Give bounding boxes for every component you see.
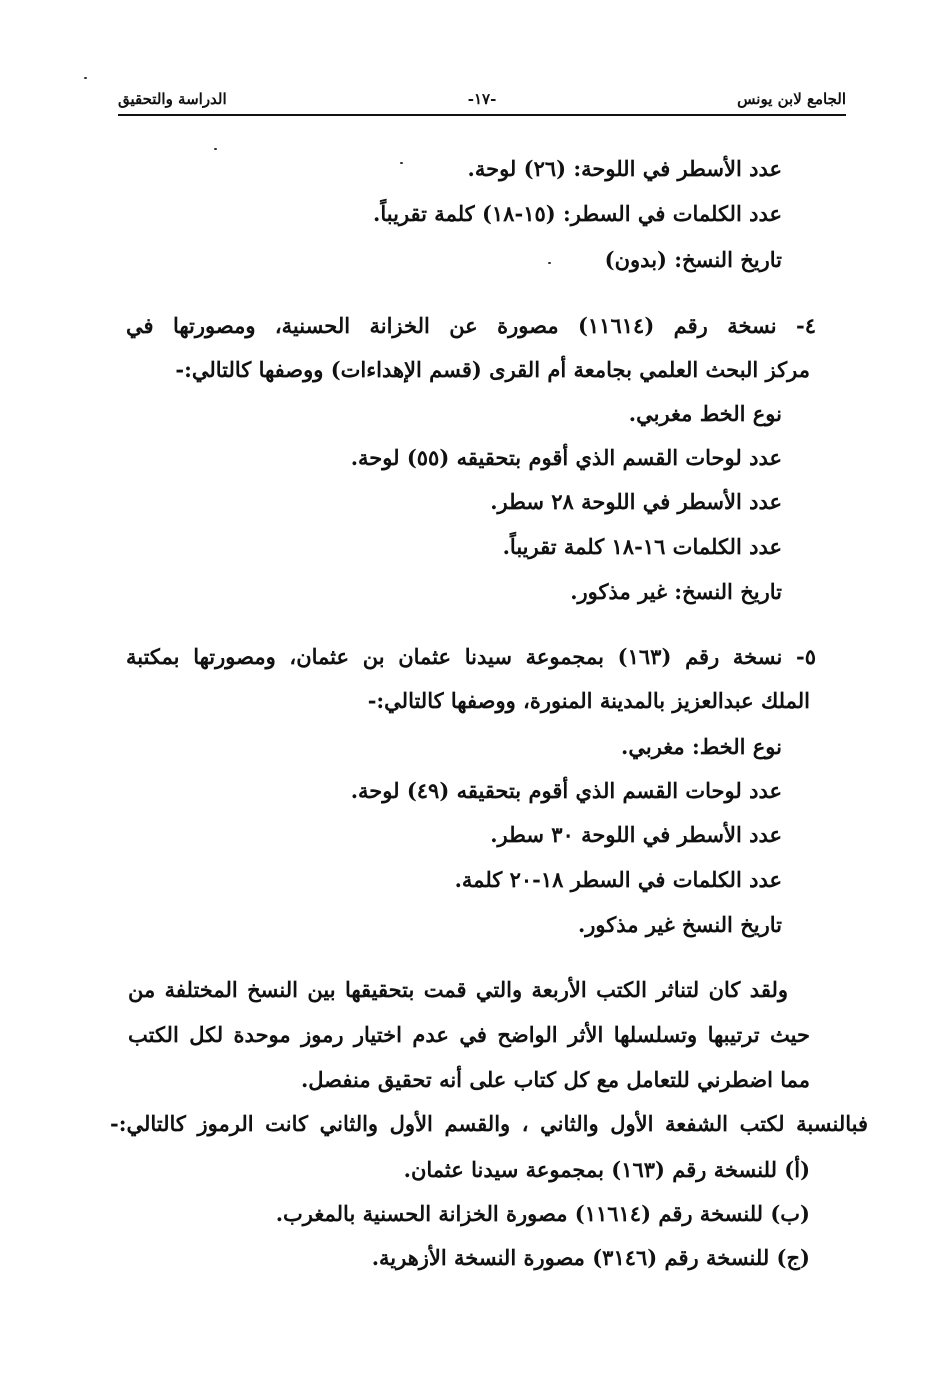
text-line: عدد الكلمات في السطر ١٨-٢٠ كلمة.	[454, 867, 782, 892]
text-line: نوع الخط مغربي.	[628, 401, 782, 426]
text-line: الملك عبدالعزيز بالمدينة المنورة، ووصفها كالتالي:-	[367, 688, 810, 713]
scan-speck	[214, 148, 217, 150]
header-book-title: الجامع لابن يونس	[737, 90, 846, 108]
text-line: ٥- نسخة رقم (١٦٣) بمجموعة سيدنا عثمان بن عثمان، ومصورتها بمكتبة	[126, 644, 816, 669]
list-item: (أ) للنسخة رقم (١٦٣) بمجموعة سيدنا عثمان.	[403, 1157, 810, 1182]
text-line: عدد الأسطر في اللوحة: (٢٦) لوحة.	[467, 156, 782, 181]
text-line: عدد الكلمات ١٦-١٨ كلمة تقريباً.	[502, 534, 782, 559]
text-line: نوع الخط: مغربي.	[621, 734, 782, 759]
header-page-number: -١٧-	[467, 90, 497, 108]
scan-speck	[548, 262, 551, 264]
text-line: عدد الكلمات في السطر: (١٥-١٨) كلمة تقريباً.	[373, 201, 782, 226]
header-rule	[118, 114, 846, 116]
scan-speck	[400, 162, 403, 164]
list-item: (ج) للنسخة رقم (٣١٤٦) مصورة النسخة الأزهرية.	[371, 1245, 810, 1270]
text-line: ولقد كان لتناثر الكتب الأربعة والتي قمت بتحقيقها بين النسخ المختلفة من	[128, 977, 788, 1002]
page-header	[118, 86, 846, 116]
text-line: ٤- نسخة رقم (١١٦١٤) مصورة عن الخزانة الحسنية، ومصورتها في	[126, 313, 816, 338]
text-line: فبالنسبة لكتب الشفعة الأول والثاني ، والقسم الأول والثاني كانت الرموز كالتالي:-	[110, 1111, 868, 1136]
text-line: مما اضطرني للتعامل مع كل كتاب على أنه تحقيق منفصل.	[300, 1067, 810, 1092]
text-line: تاريخ النسخ: (بدون)	[604, 247, 782, 272]
text-line: عدد لوحات القسم الذي أقوم بتحقيقه (٤٩) لوحة.	[350, 778, 782, 803]
text-line: عدد الأسطر في اللوحة ٣٠ سطر.	[490, 822, 782, 847]
text-line: عدد لوحات القسم الذي أقوم بتحقيقه (٥٥) لوحة.	[350, 445, 782, 470]
text-line: تاريخ النسخ: غير مذكور.	[570, 579, 782, 604]
text-line: عدد الأسطر في اللوحة ٢٨ سطر.	[490, 489, 782, 514]
scan-speck	[84, 77, 87, 79]
header-section-title: الدراسة والتحقيق	[118, 90, 227, 108]
list-item: (ب) للنسخة رقم (١١٦١٤) مصورة الخزانة الحسنية بالمغرب.	[275, 1201, 810, 1226]
text-line: حيث ترتيبها وتسلسلها الأثر الواضح في عدم اختيار رموز موحدة لكل الكتب	[128, 1022, 810, 1047]
text-line: تاريخ النسخ غير مذكور.	[577, 912, 782, 937]
text-line: مركز البحث العلمي بجامعة أم القرى (قسم الإهداءات) ووصفها كالتالي:-	[175, 357, 810, 382]
